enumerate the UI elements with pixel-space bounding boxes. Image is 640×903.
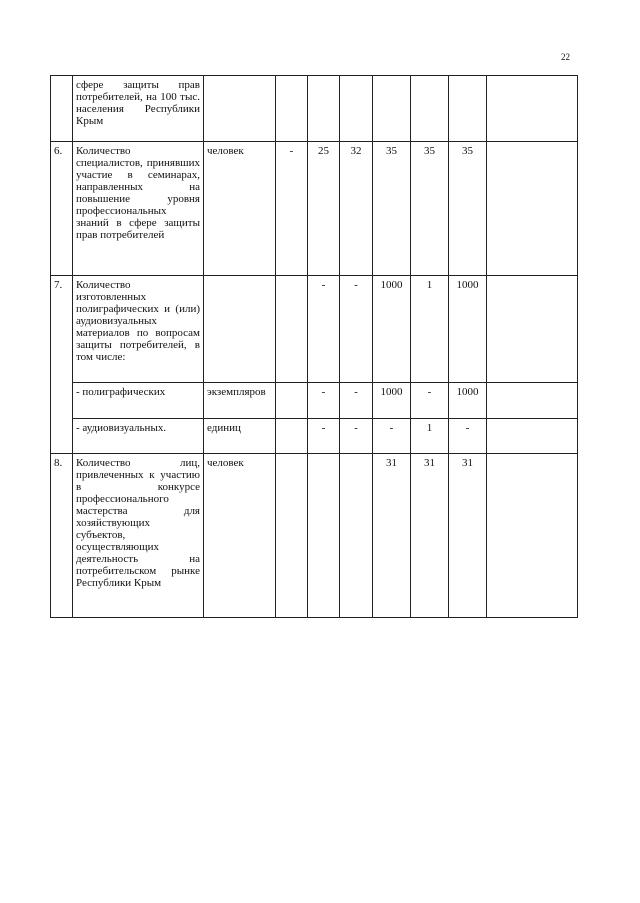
table-row <box>51 76 578 142</box>
indicators-table <box>50 75 578 618</box>
notes-cell <box>487 76 578 142</box>
value-cell <box>276 76 308 142</box>
value-cell: - <box>340 276 373 383</box>
value-cell: 35 <box>449 142 487 276</box>
value-cell: - <box>276 142 308 276</box>
value-cell: 25 <box>308 142 340 276</box>
row-number: 8. <box>51 454 73 618</box>
value-cell <box>411 76 449 142</box>
indicator-name: Количество лиц, привлеченных к участию в конкурсе профессионального мастерства для хозяйствующих субъектов, осуществляющих деятельность на потребительском рынке Республики Крым <box>73 454 204 618</box>
value-cell <box>276 454 308 618</box>
value-cell <box>373 76 411 142</box>
value-cell: - <box>411 383 449 419</box>
indicator-name: - полиграфических <box>73 383 204 419</box>
value-cell: - <box>340 419 373 454</box>
value-cell: 31 <box>411 454 449 618</box>
value-cell: - <box>308 276 340 383</box>
row-number: 7. <box>51 276 73 454</box>
unit-of-measure: экземпляров <box>204 383 276 419</box>
value-cell <box>449 76 487 142</box>
value-cell: 1000 <box>449 383 487 419</box>
value-cell: - <box>340 383 373 419</box>
value-cell: 35 <box>373 142 411 276</box>
indicator-name: сфере защиты прав потребителей, на 100 тыс. населения Республики Крым <box>73 76 204 142</box>
value-cell: - <box>449 419 487 454</box>
unit-of-measure <box>204 76 276 142</box>
table-row <box>51 454 578 618</box>
indicator-name: - аудиовизуальных. <box>73 419 204 454</box>
notes-cell <box>487 276 578 383</box>
notes-cell <box>487 419 578 454</box>
row-number: 6. <box>51 142 73 276</box>
unit-of-measure: человек <box>204 454 276 618</box>
notes-cell <box>487 383 578 419</box>
indicator-name: Количество изготовленных полиграфических и (или) аудиовизуальных материалов по вопросам защиты потребителей, в том числе: <box>73 276 204 383</box>
value-cell: - <box>308 383 340 419</box>
value-cell <box>276 276 308 383</box>
value-cell: 1 <box>411 276 449 383</box>
table-row <box>51 419 578 454</box>
value-cell <box>340 76 373 142</box>
value-cell <box>308 454 340 618</box>
unit-of-measure: единиц <box>204 419 276 454</box>
table-row <box>51 142 578 276</box>
notes-cell <box>487 454 578 618</box>
value-cell <box>340 454 373 618</box>
value-cell: 1 <box>411 419 449 454</box>
value-cell <box>276 383 308 419</box>
notes-cell <box>487 142 578 276</box>
value-cell: 1000 <box>449 276 487 383</box>
row-number <box>51 76 73 142</box>
value-cell: 31 <box>449 454 487 618</box>
value-cell: - <box>373 419 411 454</box>
indicator-name: Количество специалистов, принявших участие в семинарах, направленных на повышение уровня профессиональных знаний в сфере защиты прав потребителей <box>73 142 204 276</box>
value-cell: 31 <box>373 454 411 618</box>
unit-of-measure: человек <box>204 142 276 276</box>
unit-of-measure <box>204 276 276 383</box>
value-cell: 35 <box>411 142 449 276</box>
value-cell <box>276 419 308 454</box>
value-cell: 1000 <box>373 383 411 419</box>
value-cell: - <box>308 419 340 454</box>
value-cell <box>308 76 340 142</box>
value-cell: 1000 <box>373 276 411 383</box>
value-cell: 32 <box>340 142 373 276</box>
page-number: 22 <box>561 52 570 62</box>
table-row <box>51 383 578 419</box>
table-row <box>51 276 578 383</box>
